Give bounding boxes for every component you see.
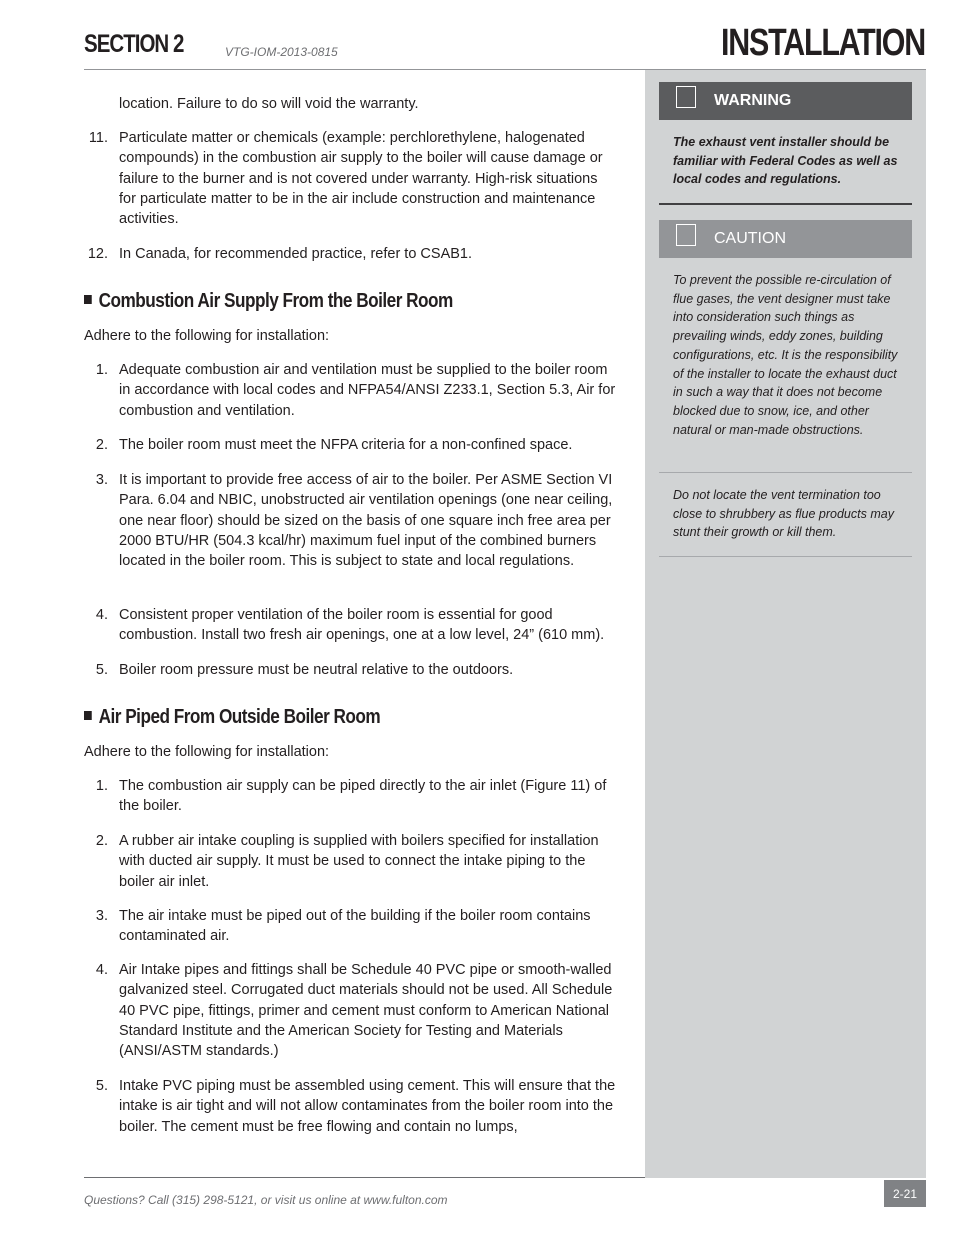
section-lead: Adhere to the following for installation: — [84, 744, 330, 760]
page-title: INSTALLATION — [721, 22, 925, 64]
item-text: Intake PVC piping must be assembled using cement. This will ensure that the intake is air tight and will not allow contaminates from the boiler room into the boiler. The cement must be free flowing and contain no lumps, — [119, 1078, 616, 1135]
item-text: A rubber air intake coupling is supplied with boilers specified for installation with ducted air supply. It must be used to connect the intake piping to the boiler air inlet. — [119, 833, 599, 890]
item-number: 2. — [95, 833, 108, 849]
document-id: VTG-IOM-2013-0815 — [225, 45, 338, 59]
item-number: 3. — [95, 908, 108, 924]
bullet-square-icon — [84, 711, 92, 720]
item-text: The combustion air supply can be piped directly to the air inlet (Figure 11) of the boiler. — [119, 778, 607, 815]
item-text: It is important to provide free access of air to the boiler. Per ASME Section VI Para. 6.04 and NBIC, unobstructed air ventilation openings (one near ceiling, one near floor) should be sized on the basis of one square inch free area per 2000 BTU/HR (504.3 kcal/hr) maximum fuel input of the combined burners located in the boiler room. This is subject to state and local regulations. — [119, 472, 613, 570]
warning-label: WARNING — [714, 92, 792, 109]
heading-text: Combustion Air Supply From the Boiler Room — [98, 290, 453, 312]
item-number: 3. — [95, 472, 108, 488]
warning-checkbox-icon — [676, 86, 696, 108]
item-number: 1. — [95, 778, 108, 794]
heading-text: Air Piped From Outside Boiler Room — [98, 706, 381, 728]
item-number: 12. — [87, 246, 108, 262]
caution-checkbox-icon — [676, 224, 696, 246]
item-text: The boiler room must meet the NFPA criteria for a non-confined space. — [119, 437, 573, 453]
section-heading-air-piped — [84, 706, 380, 729]
item-number: 4. — [95, 962, 108, 978]
bullet-square-icon — [84, 295, 92, 304]
footer-contact: Questions? Call (315) 298-5121, or visit us online at www.fulton.com — [84, 1193, 448, 1207]
caution-divider-2 — [659, 556, 912, 557]
page-number: 2-21 — [884, 1180, 926, 1207]
footer-divider — [84, 1177, 645, 1178]
warning-divider — [659, 203, 912, 205]
item-number: 1. — [95, 362, 108, 378]
caution-text-1: To prevent the possible re-circulation of flue gases, the vent designer must take into consideration such things as prevailing winds, eddy zones, building configurations, etc. It is the responsibility of the installer to locate the exhaust duct in such a way that it does not become blocked due to snow, ice, and other natural or man-made obstructions. — [673, 273, 898, 437]
item-text: Consistent proper ventilation of the boiler room is essential for good combustion. Install two fresh air openings, one at a low level, 24” (610 mm). — [119, 607, 605, 644]
item-text: Adequate combustion air and ventilation must be supplied to the boiler room in accordance with local codes and NFPA54/ANSI Z233.1, Section 5.3, Air for combustion and ventilation. — [119, 362, 616, 419]
item-text: Boiler room pressure must be neutral relative to the outdoors. — [119, 662, 514, 678]
section-label: SECTION 2 — [84, 30, 184, 58]
item-text: In Canada, for recommended practice, refer to CSAB1. — [119, 246, 473, 262]
caution-text-2: Do not locate the vent termination too close to shrubbery as flue products may stunt their growth or kill them. — [673, 488, 894, 540]
item-number: 4. — [95, 607, 108, 623]
item-text: Particulate matter or chemicals (example: perchlorethylene, halogenated compounds) in the combustion air supply to the boiler will cause damage or failure to the burner and is not covered under warranty. High-risk situations for particulate matter to be in the air include construction and maintenance activities. — [119, 130, 603, 228]
section-heading-combustion-air — [84, 290, 453, 313]
section-lead: Adhere to the following for installation: — [84, 328, 330, 344]
item-number: 5. — [95, 662, 108, 678]
item-text: The air intake must be piped out of the building if the boiler room contains contaminated air. — [119, 908, 591, 945]
item-number: 5. — [95, 1078, 108, 1094]
warning-header — [659, 82, 912, 120]
item-number: 11. — [88, 130, 108, 146]
caution-divider-1 — [659, 472, 912, 473]
caution-header — [659, 220, 912, 258]
warning-text: The exhaust vent installer should be familiar with Federal Codes as well as local codes and regulations. — [673, 135, 898, 187]
item-text: Air Intake pipes and fittings shall be Schedule 40 PVC pipe or smooth-walled galvanized steel. Corrugated duct materials should not be used. All Schedule 40 PVC pipe, fittings, primer and cement must conform to American National Standard Institute and the American Society for Testing and Materials (ANSI/ASTM standards.) — [119, 962, 613, 1060]
item-number: 2. — [95, 437, 108, 453]
continued-text: location. Failure to do so will void the warranty. — [119, 96, 419, 112]
caution-label: CAUTION — [714, 230, 786, 247]
